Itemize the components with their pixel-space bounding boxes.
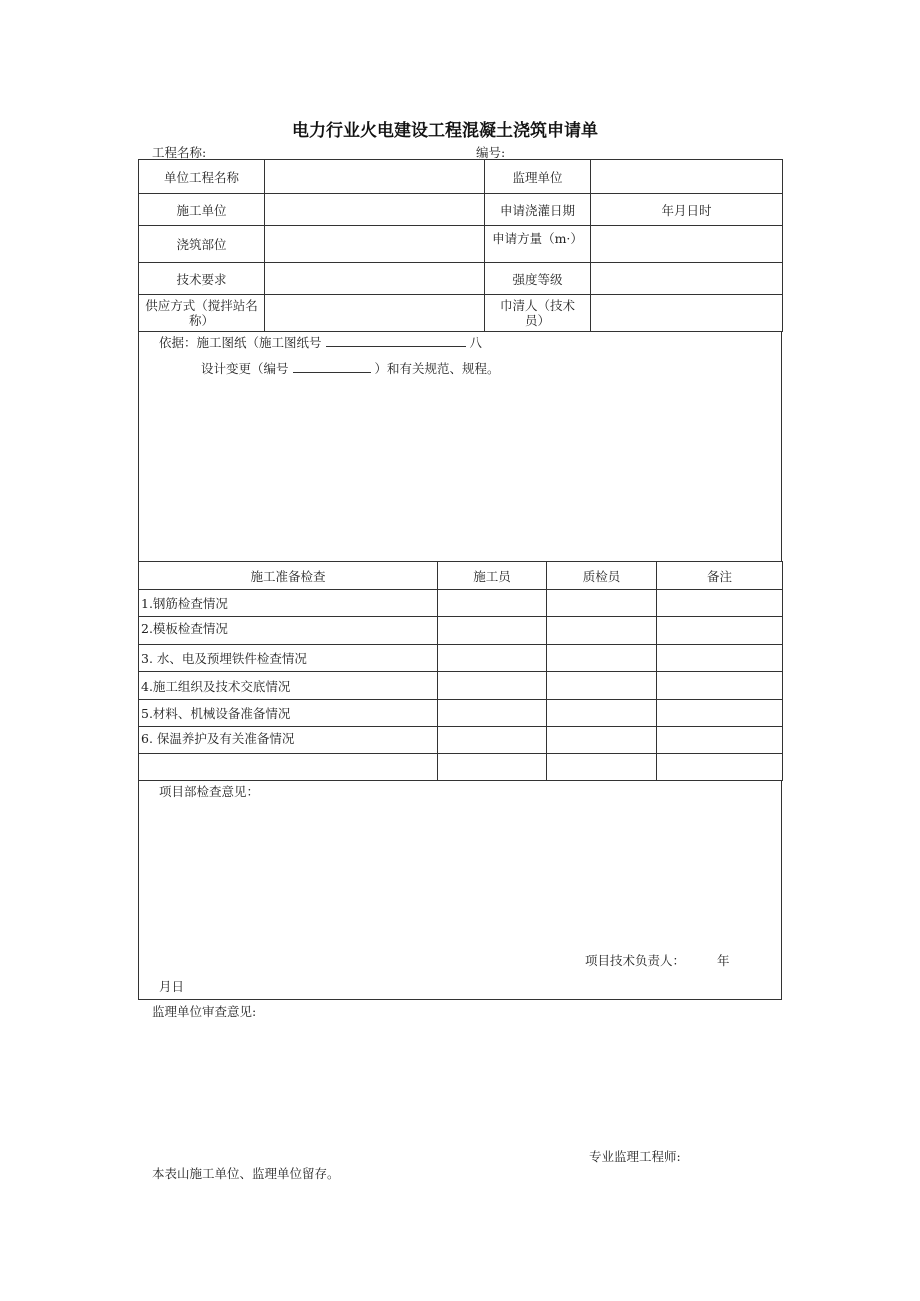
label-volume: 申请方量（m·） — [485, 226, 591, 263]
inspector-cell[interactable] — [547, 617, 657, 645]
field-unit-project-name[interactable] — [265, 160, 485, 194]
field-pour-location[interactable] — [265, 226, 485, 263]
table-row — [139, 754, 783, 781]
label-supply-method: 供应方式（搅拌站名称） — [139, 295, 265, 332]
inspector-cell[interactable] — [547, 645, 657, 672]
table-row — [139, 672, 783, 700]
check-item-materials: 5.材料、机械设备准备情况 — [139, 700, 438, 727]
label-tech-requirements: 技术要求 — [139, 263, 265, 295]
label-pour-location: 浇筑部位 — [139, 226, 265, 263]
inspector-cell[interactable] — [547, 590, 657, 617]
basis-line-1 — [159, 333, 482, 351]
project-tech-lead-label: 项目技术负责人： — [585, 953, 686, 968]
table-row — [139, 727, 783, 754]
label-strength-grade: 强度等级 — [485, 263, 591, 295]
check-item-blank[interactable] — [139, 754, 438, 781]
inspector-cell[interactable] — [547, 754, 657, 781]
header-remarks: 备注 — [657, 562, 783, 590]
field-volume[interactable] — [591, 226, 783, 263]
drawing-number-field[interactable] — [326, 336, 466, 347]
label-supervision-unit: 监理单位 — [485, 160, 591, 194]
header-prep-check: 施工准备检查 — [139, 562, 438, 590]
header-inspector: 质检员 — [547, 562, 657, 590]
inspector-cell[interactable] — [547, 727, 657, 754]
label-construction-unit: 施工单位 — [139, 194, 265, 226]
field-pour-date[interactable]: 年月日时 — [591, 194, 783, 226]
constructor-cell[interactable] — [438, 645, 547, 672]
remarks-cell[interactable] — [657, 617, 783, 645]
field-strength-grade[interactable] — [591, 263, 783, 295]
table-row — [139, 590, 783, 617]
check-item-curing: 6. 保温养护及有关准备情况 — [139, 727, 438, 754]
basis-line2-end: ）和有关规范、规程。 — [374, 361, 500, 376]
basis-drawing-label: 依据：施工图纸（施工图纸号 — [159, 335, 322, 350]
table-row — [139, 700, 783, 727]
remarks-cell[interactable] — [657, 727, 783, 754]
basis-section — [138, 331, 782, 562]
field-construction-unit[interactable] — [265, 194, 485, 226]
constructor-cell[interactable] — [438, 727, 547, 754]
basis-line-2 — [201, 359, 500, 377]
field-supply-method[interactable] — [265, 295, 485, 332]
project-opinion-month-day: 月日 — [159, 979, 185, 994]
label-unit-project-name: 单位工程名称 — [139, 160, 265, 194]
remarks-cell[interactable] — [657, 672, 783, 700]
project-opinion-label: 项目部检查意见： — [159, 784, 260, 799]
design-change-number-field[interactable] — [293, 362, 371, 373]
constructor-cell[interactable] — [438, 754, 547, 781]
label-applicant: 巾清人（技术员） — [485, 295, 591, 332]
constructor-cell[interactable] — [438, 617, 547, 645]
remarks-cell[interactable] — [657, 645, 783, 672]
remarks-cell[interactable] — [657, 590, 783, 617]
info-table — [138, 159, 783, 332]
header-constructor: 施工员 — [438, 562, 547, 590]
check-item-formwork: 2.模板检查情况 — [139, 617, 438, 645]
remarks-cell[interactable] — [657, 754, 783, 781]
supervision-opinion-label: 监理单位审查意见: — [152, 1004, 257, 1019]
number-label: 编号: — [476, 145, 506, 160]
constructor-cell[interactable] — [438, 672, 547, 700]
constructor-cell[interactable] — [438, 590, 547, 617]
check-item-rebar: 1.钢筋检查情况 — [139, 590, 438, 617]
footer-note: 本表山施工单位、监理单位留存。 — [152, 1166, 340, 1181]
remarks-cell[interactable] — [657, 700, 783, 727]
table-row — [139, 645, 783, 672]
check-table — [138, 561, 783, 781]
project-opinion-year: 年 — [717, 953, 730, 968]
form-title: 电力行业火电建设工程混凝土浇筑申请单 — [292, 121, 598, 141]
field-tech-requirements[interactable] — [265, 263, 485, 295]
inspector-cell[interactable] — [547, 672, 657, 700]
table-row — [139, 617, 783, 645]
design-change-label: 设计变更（编号 — [201, 361, 289, 376]
basis-line1-end: 八 — [469, 335, 482, 350]
constructor-cell[interactable] — [438, 700, 547, 727]
project-name-label: 工程名称: — [152, 145, 207, 160]
field-supervision-unit[interactable] — [591, 160, 783, 194]
label-pour-date: 申请浇灌日期 — [485, 194, 591, 226]
check-item-organization: 4.施工组织及技术交底情况 — [139, 672, 438, 700]
check-item-embedded: 3. 水、电及预埋铁件检查情况 — [139, 645, 438, 672]
field-applicant[interactable] — [591, 295, 783, 332]
project-opinion-section — [138, 780, 782, 1000]
supervision-engineer-label: 专业监理工程师: — [589, 1149, 681, 1164]
inspector-cell[interactable] — [547, 700, 657, 727]
